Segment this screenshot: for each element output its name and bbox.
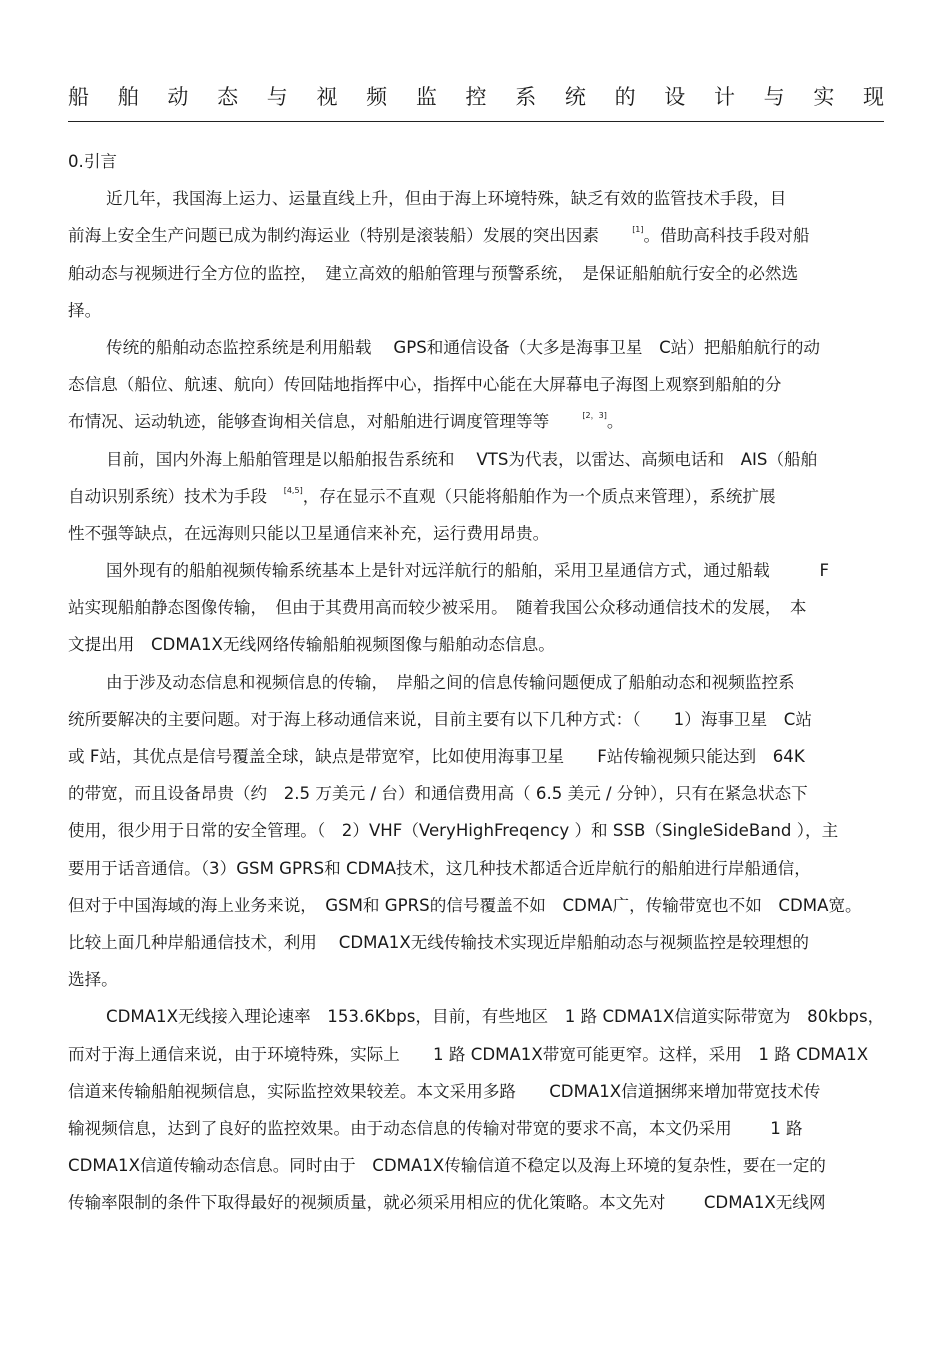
paragraph-line: 布情况、运动轨迹，能够查询相关信息，对船舶进行调度管理等等 [2，3]。	[68, 411, 624, 432]
paragraph-line: 目前，国内外海上船舶管理是以船舶报告系统和 VTS为代表，以雷达、高频电话和 AIS（船舶	[106, 449, 818, 469]
paragraph-line: 择。	[68, 300, 102, 320]
title-char: 舶	[117, 85, 139, 109]
title-char: 的	[614, 85, 636, 109]
citation-ref: [4,5]	[283, 485, 303, 495]
title-char: 态	[217, 85, 239, 109]
title-char: 现	[863, 85, 884, 109]
paragraph-line: 或 F站，其优点是信号覆盖全球，缺点是带宽窄，比如使用海事卫星 F站传输视频只能达到 64K	[68, 747, 805, 766]
paragraph-line: 自动识别系统）技术为手段 [4,5]，存在显示不直观（只能将船舶作为一个质点来管理），系统扩展	[68, 485, 776, 506]
title-char: 船	[68, 85, 89, 109]
paragraph-line: CDMA1X信道传输动态信息。同时由于 CDMA1X传输信道不稳定以及海上环境的复杂性，要在一定的	[68, 1156, 826, 1176]
citation-ref: [1]	[632, 225, 644, 235]
paragraph-line: 性不强等缺点，在远海则只能以卫星通信来补充，运行费用昂贵。	[68, 523, 550, 543]
title-char: 视	[316, 85, 338, 109]
title-char: 与	[266, 85, 288, 109]
paragraph-line: 传统的船舶动态监控系统是利用船载 GPS和通信设备（大多是海事卫星 C站）把船舶航行的动	[106, 337, 821, 357]
paragraph-line: 前海上安全生产问题已成为制约海运业（特别是滚装船）发展的突出因素 [1]。借助高科技手段对船	[68, 225, 810, 246]
title-char: 统	[564, 85, 586, 109]
title-char: 实	[813, 85, 835, 109]
title-char: 设	[664, 85, 686, 109]
paragraph-line: 使用，很少用于日常的安全管理。（ 2）VHF（VeryHighFreqency ）和 SSB（SingleSideBand ），主	[68, 821, 839, 841]
paragraph-line: 统所要解决的主要问题。对于海上移动通信来说，目前主要有以下几种方式：（ 1）海事卫星 C站	[68, 709, 812, 729]
title-char: 频	[366, 85, 388, 109]
paragraph-line: 传输率限制的条件下取得最好的视频质量，就必须采用相应的优化策略。本文先对 CDMA1X无线网	[68, 1193, 826, 1213]
title-char: 计	[713, 85, 735, 109]
paragraph-line: 由于涉及动态信息和视频信息的传输， 岸船之间的信息传输问题便成了船舶动态和视频监控系	[106, 672, 795, 692]
paragraph-line: 舶动态与视频进行全方位的监控， 建立高效的船舶管理与预警系统， 是保证船舶航行安全的必然选	[68, 263, 799, 283]
title-char: 系	[515, 85, 537, 109]
paragraph-line: 文提出用 CDMA1X无线网络传输船舶视频图像与船舶动态信息。	[68, 635, 555, 655]
paragraph-line: 近几年，我国海上运力、运量直线上升，但由于海上环境特殊，缺乏有效的监管技术手段，目	[106, 189, 787, 209]
section-heading: 0.引言	[68, 152, 118, 171]
title-char: 控	[465, 85, 487, 109]
paragraph-line: 国外现有的船舶视频传输系统基本上是针对远洋航行的船舶，采用卫星通信方式，通过船载 F	[106, 561, 830, 581]
paragraph-line: 比较上面几种岸船通信技术，利用 CDMA1X无线传输技术实现近岸船舶动态与视频监控是较理想的	[68, 932, 809, 952]
paragraph-line: 信道来传输船舶视频信息，实际监控效果较差。本文采用多路 CDMA1X信道捆绑来增加带宽技术传	[68, 1081, 821, 1101]
paragraph-line: CDMA1X无线接入理论速率 153.6Kbps，目前，有些地区 1 路 CDMA1X信道实际带宽为 80kbps，	[106, 1007, 885, 1027]
title-char: 监	[415, 85, 437, 109]
paragraph-line: 要用于话音通信。（3）GSM GPRS和 CDMA技术，这几种技术都适合近岸航行的船舶进行岸船通信，	[68, 858, 811, 878]
citation-ref: [2，3]	[582, 411, 607, 421]
paragraph-line: 的带宽，而且设备昂贵（约 2.5 万美元 / 台）和通信费用高（ 6.5 美元 / 分钟），只有在紧急状态下	[68, 784, 808, 804]
paragraph-line: 态信息（船位、航速、航向）传回陆地指挥中心，指挥中心能在大屏幕电子海图上观察到船舶的分	[68, 375, 782, 395]
title-char: 动	[167, 85, 189, 109]
paragraph-line: 输视频信息，达到了良好的监控效果。由于动态信息的传输对带宽的要求不高，本文仍采用 1 路	[68, 1118, 803, 1138]
paragraph-line: 而对于海上通信来说，由于环境特殊，实际上 1 路 CDMA1X带宽可能更窄。这样，采用 1 路 CDMA1X	[68, 1044, 869, 1064]
title-char: 与	[763, 85, 785, 109]
document-body	[68, 148, 898, 1226]
document-title	[68, 80, 884, 112]
paragraph-line: 选择。	[68, 970, 118, 990]
title-rule	[68, 121, 884, 122]
paragraph-line: 但对于中国海域的海上业务来说， GSM和 GPRS的信号覆盖不如 CDMA广，传输带宽也不如 CDMA宽。	[68, 895, 862, 915]
paragraph-line: 站实现船舶静态图像传输， 但由于其费用高而较少被采用。 随着我国公众移动通信技术的发展， 本	[68, 598, 807, 618]
